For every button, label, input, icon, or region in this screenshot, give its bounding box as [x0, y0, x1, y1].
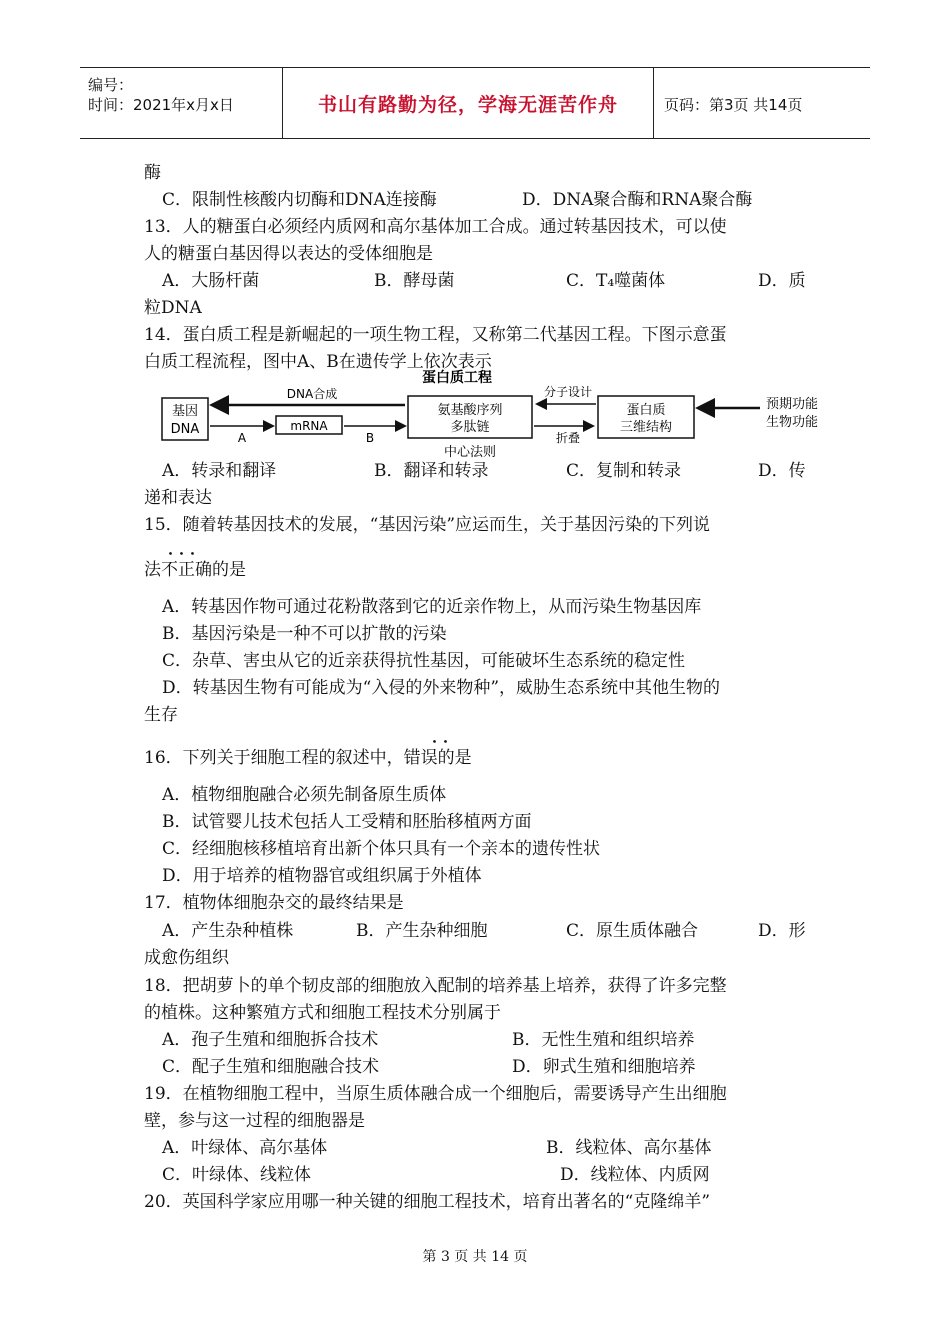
header-info-cell [80, 68, 282, 138]
option-line: A．叶绿体、高尔基体 [162, 1138, 328, 1158]
question-15: 15．随着转基因技术的发展，“基因污染”应运而生，关于基因污染的下列说 [144, 515, 711, 535]
text-line: 生存 [144, 705, 178, 725]
question-16: 16．下列关于细胞工程的叙述中，错误的是 [144, 748, 472, 768]
polypeptide-label: 多肽链 [450, 420, 490, 435]
option-line: A．转录和翻译 [162, 461, 277, 481]
option-line: B．无性生殖和组织培养 [512, 1030, 695, 1050]
option-line: C．复制和转录 [566, 461, 682, 481]
option-line: D．转基因生物有可能成为“入侵的外来物种”，威胁生态系统中其他生物的 [162, 678, 721, 698]
option-line: D．质 [758, 271, 806, 291]
question-17: 17．植物体细胞杂交的最终结果是 [144, 893, 404, 913]
gene-label: 基因 [171, 404, 199, 419]
option-line: D．传 [758, 461, 806, 481]
motto: 书山有路勤为径，学海无涯苦作舟 [317, 94, 618, 116]
text-line: 法不正确的是 [144, 560, 246, 580]
text-line: 白质工程流程，图中A、B在遗传学上依次表示 [144, 352, 492, 372]
mrna-label: mRNA [290, 419, 328, 433]
option-line: D．线粒体、内质网 [560, 1165, 710, 1185]
option-line: C．限制性核酸内切酶和DNA连接酶 [162, 190, 437, 210]
option-line: A．转基因作物可通过花粉散落到它的近亲作物上，从而污染生物基因库 [162, 597, 702, 617]
question-20: 20．英国科学家应用哪一种关键的细胞工程技术，培育出著名的“克隆绵羊” [144, 1192, 711, 1212]
folding-label: 折叠 [555, 431, 581, 445]
header-motto-cell [282, 68, 654, 138]
option-line: C．经细胞核移植培育出新个体只具有一个亲本的遗传性状 [162, 839, 601, 859]
option-line: C．原生质体融合 [566, 921, 699, 941]
text-line: 递和表达 [144, 488, 212, 508]
number-label: 编号： [88, 76, 134, 94]
label-a: A [237, 431, 247, 445]
protein-label: 蛋白质 [626, 403, 666, 418]
question-18: 18．把胡萝卜的单个韧皮部的细胞放入配制的培养基上培养，获得了许多完整 [144, 976, 727, 996]
option-line: C．杂草、害虫从它的近亲获得抗性基因，可能破坏生态系统的稳定性 [162, 651, 686, 671]
question-13: 13．人的糖蛋白必须经内质网和高尔基体加工合成。通过转基因技术，可以使 [144, 217, 727, 237]
protein-engineering-diagram [160, 368, 840, 460]
option-line: A．孢子生殖和细胞拆合技术 [162, 1030, 379, 1050]
option-line: D．DNA聚合酶和RNA聚合酶 [522, 190, 753, 210]
question-14: 14．蛋白质工程是新崛起的一项生物工程，又称第二代基因工程。下图示意蛋 [144, 325, 727, 345]
emphasis-dots: ．． [432, 727, 463, 746]
header-page-cell [652, 68, 870, 138]
option-line: B．翻译和转录 [374, 461, 489, 481]
option-line: A．植物细胞融合必须先制备原生质体 [162, 785, 447, 805]
option-line: B．酵母菌 [374, 271, 455, 291]
time-label: 时间：2021年x月x日 [88, 96, 234, 114]
page-footer: 第 3 页 共 14 页 [422, 1249, 528, 1265]
structure-label: 三维结构 [619, 420, 673, 435]
dna-synthesis-label: DNA合成 [286, 387, 338, 401]
option-line: B．基因污染是一种不可以扩散的污染 [162, 624, 447, 644]
option-line: B．产生杂种细胞 [356, 921, 488, 941]
text-line: 人的糖蛋白基因得以表达的受体细胞是 [144, 244, 433, 264]
text-line: 壁，参与这一过程的细胞器是 [144, 1111, 365, 1131]
dna-label: DNA [170, 422, 200, 437]
option-line: B．试管婴儿技术包括人工受精和胚胎移植两方面 [162, 812, 532, 832]
amino-acid-label: 氨基酸序列 [437, 403, 503, 418]
option-line: D．形 [758, 921, 806, 941]
option-line: D．用于培养的植物器官或组织属于外植体 [162, 866, 482, 886]
option-line: A．产生杂种植株 [162, 921, 294, 941]
option-line: A．大肠杆菌 [162, 271, 260, 291]
option-line: C．配子生殖和细胞融合技术 [162, 1057, 380, 1077]
central-dogma-label: 中心法则 [443, 445, 497, 460]
page-code: 页码：第3页 共14页 [664, 96, 803, 114]
text-line: 成愈伤组织 [144, 948, 229, 968]
text-line: 酶 [144, 163, 161, 183]
expected-function-label: 预期功能 [766, 397, 819, 412]
text-line: 的植株。这种繁殖方式和细胞工程技术分别属于 [144, 1003, 501, 1023]
question-19: 19．在植物细胞工程中，当原生质体融合成一个细胞后，需要诱导产生出细胞 [144, 1084, 727, 1104]
diagram-title: 蛋白质工程 [422, 370, 492, 386]
text-line: 粒DNA [144, 298, 202, 318]
page-header [80, 67, 870, 139]
molecular-design-label: 分子设计 [543, 385, 593, 399]
biological-function-label: 生物功能 [766, 415, 819, 430]
emphasis-dots: ．．． [168, 539, 210, 558]
option-line: C．叶绿体、线粒体 [162, 1165, 312, 1185]
option-line: C．T₄噬菌体 [566, 271, 666, 291]
option-line: B．线粒体、高尔基体 [546, 1138, 712, 1158]
option-line: D．卵式生殖和细胞培养 [512, 1057, 696, 1077]
label-b: B [365, 431, 375, 445]
